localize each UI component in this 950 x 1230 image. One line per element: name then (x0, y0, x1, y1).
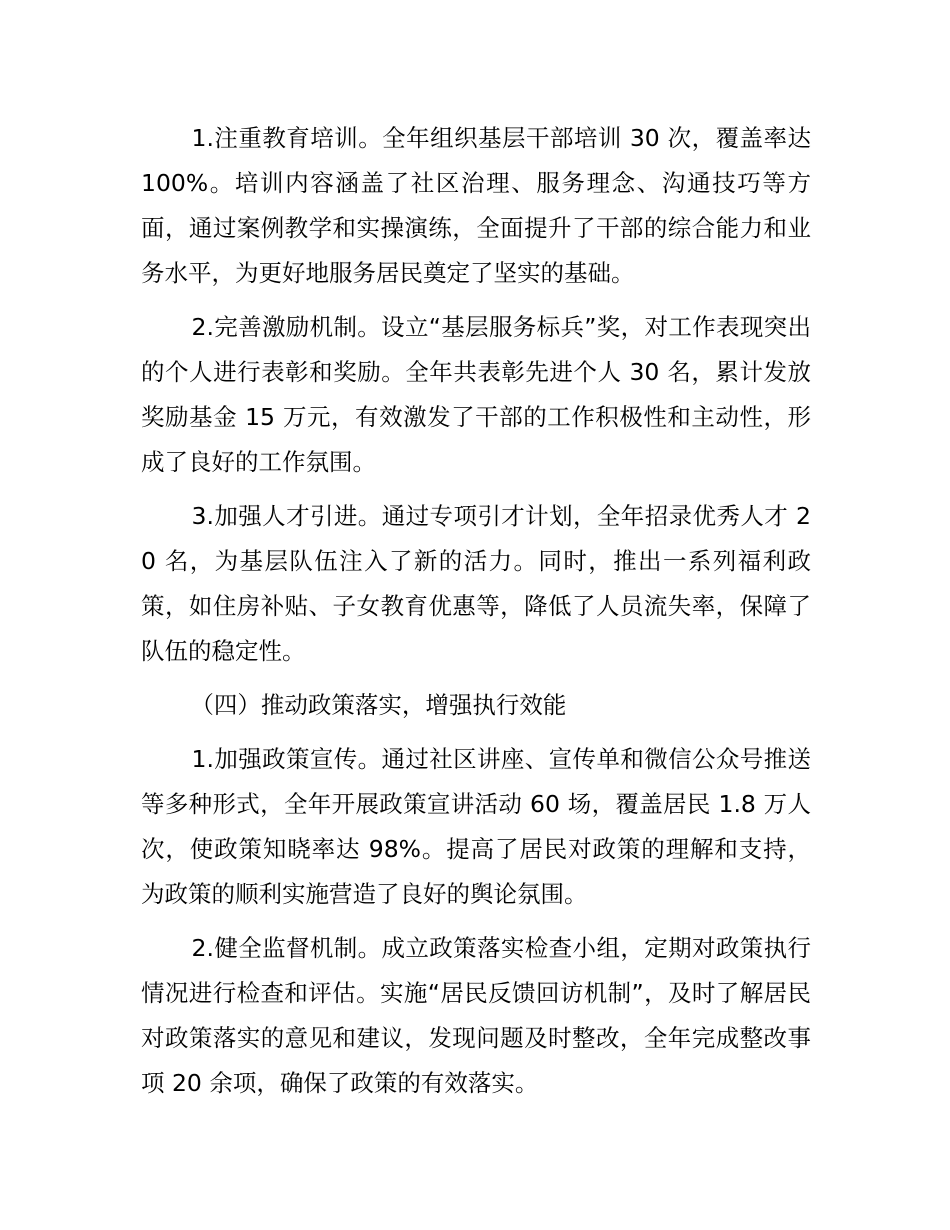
paragraph-talent-introduction: 3.加强人才引进。通过专项引才计划，全年招录优秀人才 20 名，为基层队伍注入了新的活力。同时，推出一系列福利政策，如住房补贴、子女教育优惠等，降低了人员流失率，保障了队伍的稳定性。 (141, 502, 811, 665)
section-heading-policy-implementation: （四）推动政策落实，增强执行效能 (190, 691, 567, 719)
paragraph-incentive-mechanism: 2.完善激励机制。设立“基层服务标兵”奖，对工作表现突出的个人进行表彰和奖励。全年共表彰先进个人 30 名，累计发放奖励基金 15 万元，有效激发了干部的工作积极性和主动性，形成了良好的工作氛围。 (141, 313, 811, 476)
document-body (141, 116, 811, 1115)
paragraph-policy-publicity: 1.加强政策宣传。通过社区讲座、宣传单和微信公众号推送等多种形式，全年开展政策宣讲活动 60 场，覆盖居民 1.8 万人次，使政策知晓率达 98%。提高了居民对政策的理解和支持，为政策的顺利实施营造了良好的舆论氛围。 (141, 745, 811, 908)
paragraph-education-training: 1.注重教育培训。全年组织基层干部培训 30 次，覆盖率达 100%。培训内容涵盖了社区治理、服务理念、沟通技巧等方面，通过案例教学和实操演练，全面提升了干部的综合能力和业务水平，为更好地服务居民奠定了坚实的基础。 (141, 124, 811, 287)
paragraph-supervision-mechanism: 2.健全监督机制。成立政策落实检查小组，定期对政策执行情况进行检查和评估。实施“居民反馈回访机制”，及时了解居民对政策落实的意见和建议，发现问题及时整改，全年完成整改事项 20 余项，确保了政策的有效落实。 (141, 934, 811, 1097)
